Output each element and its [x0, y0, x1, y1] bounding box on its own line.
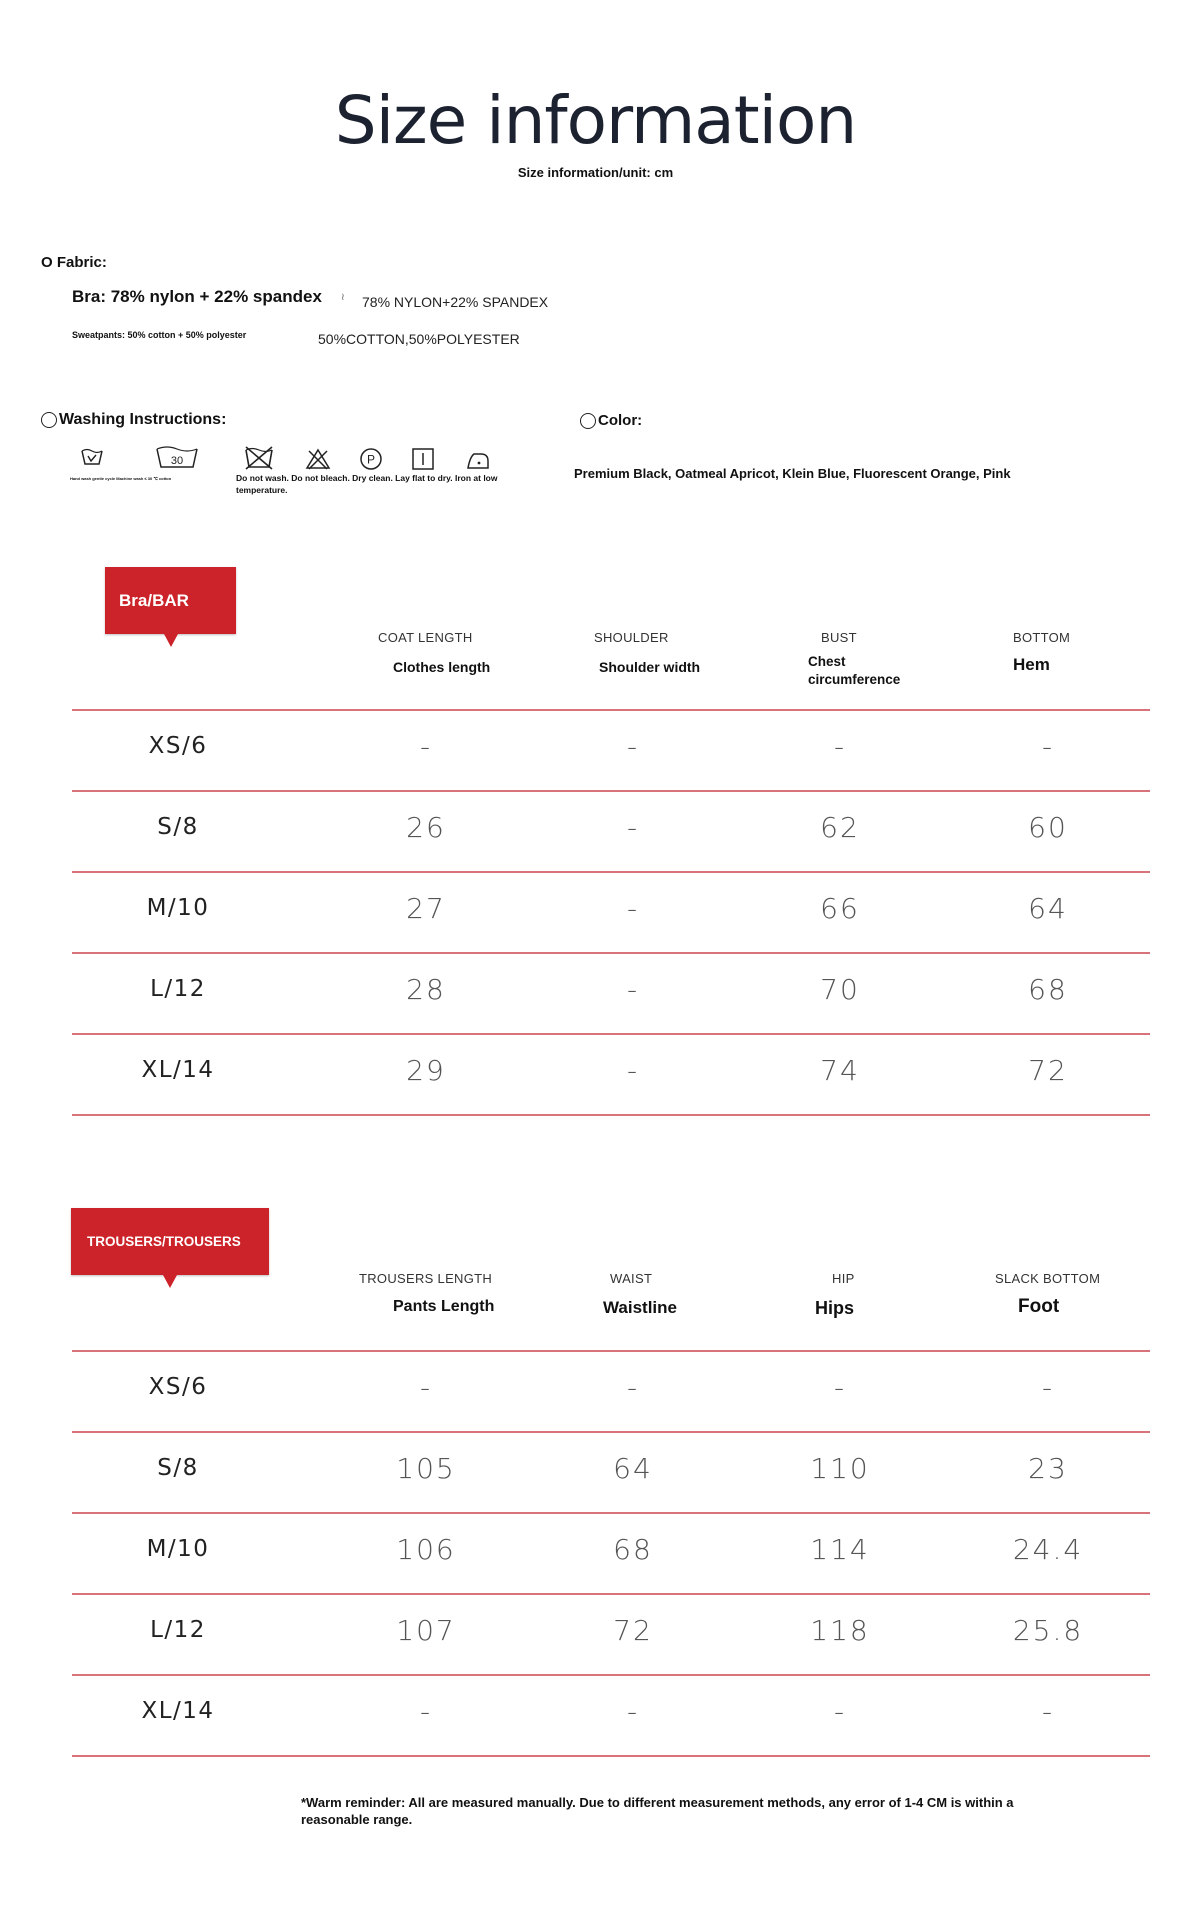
size-label: XS/6 — [148, 1374, 208, 1400]
table-cell: 70 — [820, 973, 860, 1006]
table-cell: 118 — [810, 1614, 870, 1647]
row-divider — [72, 1033, 1150, 1035]
row-divider — [72, 709, 1150, 711]
table-cell: 23 — [1028, 1452, 1068, 1485]
bra-col-bust — [808, 630, 938, 689]
table-cell: 105 — [396, 1452, 456, 1485]
table-cell: 60 — [1028, 811, 1068, 844]
size-label: XL/14 — [141, 1698, 215, 1724]
trousers-col-label: Pants Length — [393, 1298, 495, 1315]
bra-col-coat-length — [378, 630, 490, 675]
table-cell: 28 — [406, 973, 446, 1006]
size-label: M/10 — [146, 895, 210, 921]
trousers-col-waist — [603, 1271, 677, 1318]
row-divider — [72, 1674, 1150, 1676]
lay-flat-dry-icon — [411, 447, 435, 471]
row-divider — [72, 1512, 1150, 1514]
wash-instructions: Do not wash. Do not bleach. Dry clean. Lay flat to dry. Iron at low temperature. — [236, 473, 498, 495]
table-cell: 114 — [810, 1533, 870, 1566]
row-divider — [72, 952, 1150, 954]
row-divider — [72, 1593, 1150, 1595]
bra-col-en: COAT LENGTH — [378, 630, 473, 645]
size-label: S/8 — [157, 1455, 199, 1481]
table-cell: - — [626, 811, 640, 844]
row-divider — [72, 1350, 1150, 1352]
table-cell: 107 — [396, 1614, 456, 1647]
table-cell: - — [833, 1695, 847, 1728]
size-label: XL/14 — [141, 1057, 215, 1083]
table-cell: - — [626, 892, 640, 925]
trousers-col-en: TROUSERS LENGTH — [359, 1271, 493, 1286]
color-heading-label: Color: — [598, 412, 643, 429]
table-cell: - — [626, 1695, 640, 1728]
bra-col-label: Hem — [1013, 655, 1050, 674]
table-cell: 74 — [820, 1054, 860, 1087]
warm-reminder: *Warm reminder: All are measured manually. Due to different measurement methods, any error of 1-4 CM is within a reasonable range. — [301, 1795, 1014, 1827]
sweatpants-fabric: Sweatpants: 50% cotton + 50% polyester — [72, 330, 247, 340]
table-cell: - — [419, 1695, 433, 1728]
do-not-wash-icon — [243, 445, 275, 471]
table-cell: - — [626, 973, 640, 1006]
table-cell: 25.8 — [1012, 1614, 1084, 1647]
size-label: XS/6 — [148, 733, 208, 759]
row-divider — [72, 790, 1150, 792]
circle-icon — [580, 413, 596, 429]
table-cell: - — [833, 1371, 847, 1404]
table-cell: 106 — [396, 1533, 456, 1566]
trousers-col-en: WAIST — [610, 1271, 653, 1286]
bra-col-label: Clothes length — [393, 659, 491, 675]
size-label: L/12 — [150, 976, 206, 1002]
trousers-section-tag: TROUSERS/TROUSERS — [71, 1208, 269, 1275]
table-cell: 68 — [613, 1533, 653, 1566]
table-cell: - — [1041, 1371, 1055, 1404]
table-cell: 68 — [1028, 973, 1068, 1006]
bra-fabric-en: 78% NYLON+22% SPANDEX — [362, 294, 549, 310]
row-divider — [72, 871, 1150, 873]
bra-col-label: Shoulder width — [599, 659, 701, 675]
wave-icon: ≀ — [341, 292, 345, 303]
row-divider — [72, 1114, 1150, 1116]
table-cell: 26 — [406, 811, 446, 844]
table-cell: - — [1041, 1695, 1055, 1728]
hand-wash-icon — [80, 447, 104, 467]
table-cell: 29 — [406, 1054, 446, 1087]
trousers-col-label: Waistline — [603, 1298, 677, 1317]
wash-temp: 30 — [170, 455, 184, 467]
size-label: S/8 — [157, 814, 199, 840]
trousers-col-label: Hips — [815, 1298, 855, 1318]
bra-col-en: SHOULDER — [594, 630, 669, 645]
circle-icon — [41, 412, 57, 428]
size-label: M/10 — [146, 1536, 210, 1562]
bra-fabric: Bra: 78% nylon + 22% spandex — [72, 287, 322, 306]
table-cell: - — [419, 1371, 433, 1404]
bra-col-en: BUST — [821, 630, 857, 645]
table-cell: - — [626, 1054, 640, 1087]
iron-low-icon — [465, 449, 491, 471]
dry-clean-icon — [359, 447, 383, 471]
table-cell: - — [419, 730, 433, 763]
sweatpants-fabric-en: 50%COTTON,50%POLYESTER — [318, 331, 520, 347]
bra-col-label: Chest circumference — [808, 654, 901, 687]
table-cell: - — [626, 1371, 640, 1404]
color-values: Premium Black, Oatmeal Apricot, Klein Blue, Fluorescent Orange, Pink — [574, 466, 1011, 481]
table-cell: - — [1041, 730, 1055, 763]
bra-col-bottom — [1013, 630, 1070, 675]
wash-tiny-text: Hand wash gentle cycle Machine wash ≤ 30 ℃ cotton — [70, 476, 172, 481]
color-heading — [580, 412, 642, 429]
bra-col-shoulder — [594, 630, 700, 675]
page-title: Size information — [334, 82, 857, 159]
trousers-col-slack-bottom — [995, 1271, 1100, 1318]
bra-col-en: BOTTOM — [1013, 630, 1071, 645]
table-cell: - — [833, 730, 847, 763]
dry-clean-label: P — [366, 452, 376, 467]
do-not-bleach-icon — [305, 448, 331, 470]
table-cell: 27 — [406, 892, 446, 925]
table-cell: 24.4 — [1012, 1533, 1084, 1566]
table-cell: 72 — [613, 1614, 653, 1647]
bra-section-tag: Bra/BAR — [105, 567, 236, 634]
row-divider — [72, 1431, 1150, 1433]
washing-heading-label: Washing Instructions: — [59, 411, 227, 428]
trousers-col-label: Foot — [1018, 1296, 1060, 1317]
washing-heading — [41, 411, 226, 429]
trousers-col-length — [359, 1271, 494, 1316]
table-cell: 110 — [810, 1452, 870, 1485]
table-cell: 64 — [1028, 892, 1068, 925]
fabric-heading: O Fabric: — [41, 254, 107, 271]
machine-wash-30-icon — [155, 445, 199, 469]
trousers-col-en: HIP — [832, 1271, 855, 1286]
table-cell: 64 — [613, 1452, 653, 1485]
table-cell: 72 — [1028, 1054, 1068, 1087]
trousers-col-en: SLACK BOTTOM — [995, 1271, 1101, 1286]
table-cell: 66 — [820, 892, 860, 925]
trousers-col-hip — [815, 1271, 855, 1319]
table-cell: - — [626, 730, 640, 763]
size-label: L/12 — [150, 1617, 206, 1643]
table-cell: 62 — [820, 811, 860, 844]
page-subtitle: Size information/unit: cm — [517, 165, 674, 180]
row-divider — [72, 1755, 1150, 1757]
